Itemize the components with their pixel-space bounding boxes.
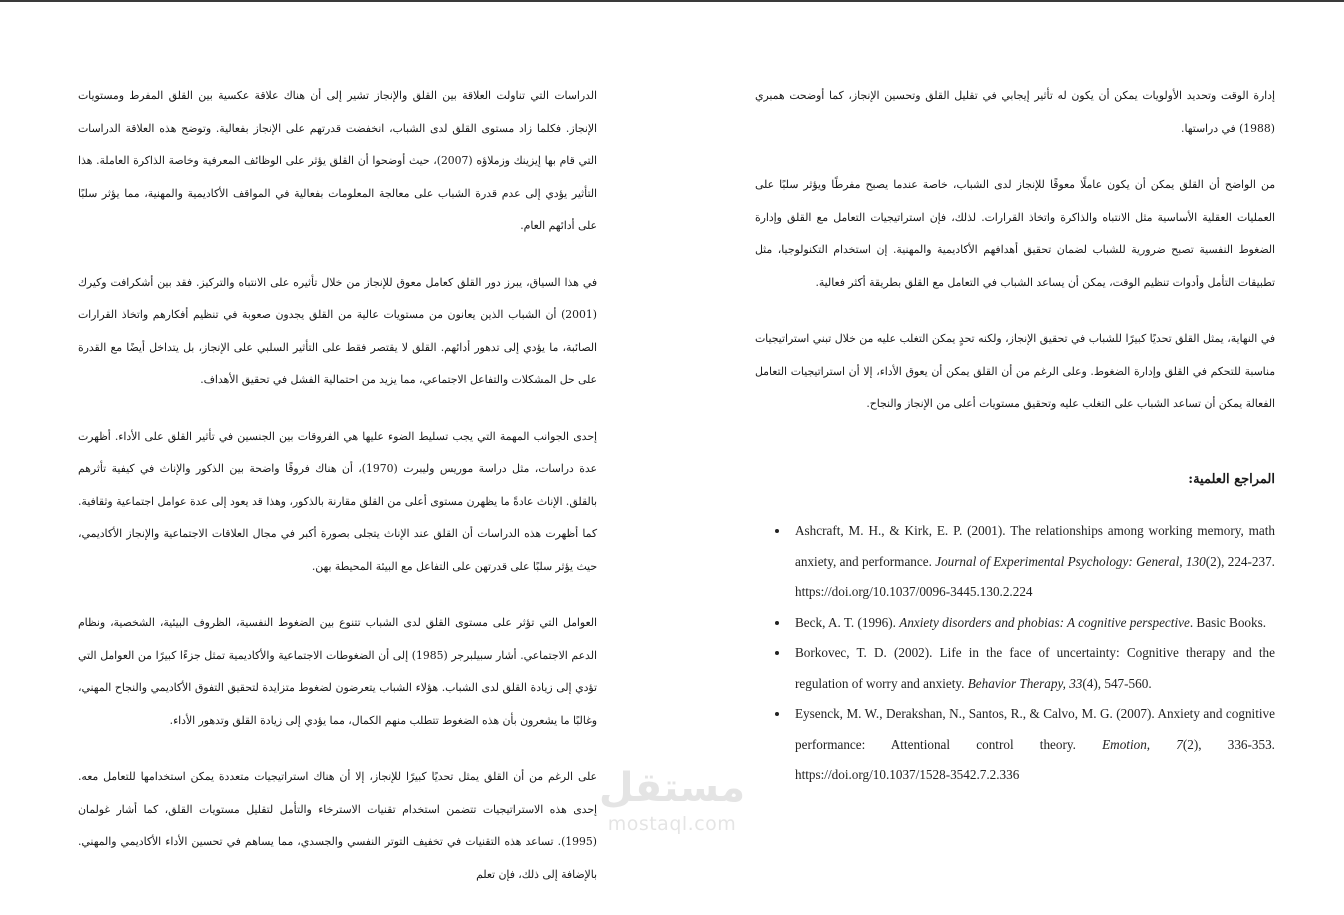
reference-item xyxy=(775,516,1275,608)
reference-text: Ashcraft, M. H., & Kirk, E. P. (2001). The relationships among working memory, math anxiety, and performance. xyxy=(795,523,1275,569)
reference-journal: Anxiety disorders and phobias: A cognitive perspective xyxy=(899,614,1190,630)
reference-text: . Basic Books. xyxy=(1189,614,1267,630)
reference-text: Beck, A. T. (1996). xyxy=(795,614,900,630)
reference-text: Borkovec, T. D. (2002). Life in the face of uncertainty: Cognitive therapy and the regulation of worry and anxiety. xyxy=(795,645,1275,691)
reference-item xyxy=(775,699,1275,791)
bullet-icon xyxy=(775,529,779,533)
bullet-icon xyxy=(775,621,779,625)
left-column xyxy=(78,80,597,915)
paragraph: في النهاية، يمثل القلق تحديًا كبيرًا للشباب في تحقيق الإنجاز، ولكنه تحدٍ يمكن التغلب عليه من خلال تبني استراتيجيات مناسبة للتحكم في القلق وإدارة الضغوط. وعلى الرغم من أن القلق يمكن أن يعوق الأداء، إلا أن استراتيجيات التعامل الفعالة يمكن أن تساعد الشباب على التغلب عليه وتحقيق مستويات أعلى من الإنجاز والنجاح. xyxy=(755,332,1275,410)
paragraph: إحدى الجوانب المهمة التي يجب تسليط الضوء عليها هي الفروقات بين الجنسين في تأثير القلق على الأداء. أظهرت عدة دراسات، مثل دراسة موريس وليبرت (1970)، أن هناك فروقًا واضحة بين الذكور والإناث في كيفية تأثرهم بالقلق. الإناث عادةً ما يظهرن مستوى أعلى من القلق مقارنة بالذكور، وهذا قد يعود إلى عدة عوامل اجتماعية وثقافية. كما أظهرت هذه الدراسات أن القلق عند الإناث يتجلى بصورة أكبر في مجال العلاقات الاجتماعية والإنجاز الأكاديمي، حيث يؤثر سلبًا على قدرتهن على التفاعل مع البيئة المحيطة بهن. xyxy=(78,429,597,573)
reference-text: (4), 547-560. xyxy=(1082,675,1152,691)
paragraph: الدراسات التي تناولت العلاقة بين القلق والإنجاز تشير إلى أن هناك علاقة عكسية بين القلق المفرط ومستويات الإنجاز. فكلما زاد مستوى القلق لدى الشباب، انخفضت قدرتهم على الإنجاز بفعالية. وتوضح هذه العلاقة الدراسات التي قام بها إيزينك وزملاؤه (2007)، حيث أوضحوا أن القلق يؤثر على الوظائف المعرفية وخاصة الذاكرة العاملة. هذا التأثير يؤدي إلى عدم قدرة الشباب على معالجة المعلومات بفعالية في المواقف الأكاديمية والمهنية، مما يؤثر سلبًا على أدائهم العام. xyxy=(78,89,597,232)
bullet-icon xyxy=(775,712,779,716)
paragraph: إدارة الوقت وتحديد الأولويات يمكن أن يكون له تأثير إيجابي في تقليل القلق وتحسين الإنجاز، كما أوضحت همبري (1988) في دراستها. xyxy=(755,89,1275,135)
reference-text: (2), 224-237. https://doi.org/10.1037/0096-3445.130.2.224 xyxy=(795,553,1275,599)
mostaql-watermark xyxy=(588,764,756,846)
paragraph: في هذا السياق، يبرز دور القلق كعامل معوق للإنجاز من خلال تأثيره على الانتباه والتركيز. فقد بين أشكرافت وكيرك (2001) أن الشباب الذين يعانون من مستويات عالية من القلق يجدون صعوبة في تنظيم أفكارهم واتخاذ القرارات الصائبة، ما يؤدي إلى تدهور أدائهم. القلق لا يقتصر فقط على التأثير السلبي على الإنجاز، بل يتداخل أيضًا مع القدرة على حل المشكلات والتفاعل الاجتماعي، مما يزيد من احتمالية الفشل في تحقيق الأهداف. xyxy=(78,275,597,386)
reference-journal: Emotion, 7 xyxy=(1102,736,1183,752)
right-column xyxy=(755,80,1275,445)
reference-text: Eysenck, M. W., Derakshan, N., Santos, R., & Calvo, M. G. (2007). Anxiety and cognitive performance: Attentional control theory. xyxy=(795,706,1275,752)
reference-journal: Journal of Experimental Psychology: General, 130 xyxy=(935,553,1206,569)
paragraph: من الواضح أن القلق يمكن أن يكون عاملًا معوقًا للإنجاز لدى الشباب، خاصة عندما يصبح مفرطًا ويؤثر سلبًا على العمليات العقلية الأساسية مثل الانتباه والذاكرة واتخاذ القرارات. لذلك، فإن استراتيجيات التعامل مع القلق وإدارة الضغوط النفسية تصبح ضرورية للشباب لضمان تحقيق أهدافهم الأكاديمية والمهنية. إن استخدام التكنولوجيا، مثل تطبيقات التأمل وأدوات تنظيم الوقت، يمكن أن يساعد الشباب في التعامل مع القلق بطريقة أكثر فعالية. xyxy=(755,178,1275,289)
top-border-line xyxy=(0,0,1344,2)
watermark-site: mostaql.com xyxy=(607,813,737,835)
references-list xyxy=(775,516,1275,791)
watermark-logo: مستقل xyxy=(598,765,746,811)
reference-item xyxy=(775,608,1275,639)
reference-item xyxy=(775,638,1275,699)
reference-text: (2), 336-353. https://doi.org/10.1037/1528-3542.7.2.336 xyxy=(795,736,1275,782)
reference-journal: Behavior Therapy, 33 xyxy=(967,675,1083,691)
bullet-icon xyxy=(775,651,779,655)
paragraph: العوامل التي تؤثر على مستوى القلق لدى الشباب تتنوع بين الضغوط النفسية، الظروف البيئية، الشخصية، ونظام الدعم الاجتماعي. أشار سبيلبرجر (1985) إلى أن الضغوطات الاجتماعية والأكاديمية تمثل جزءًا كبيرًا من العوامل التي تؤدي إلى زيادة القلق لدى الشباب. هؤلاء الشباب يتعرضون لضغوط متزايدة لتحقيق التفوق الأكاديمي والنجاح المهني، وغالبًا ما يشعرون بأن هذه الضغوط تتطلب منهم الكمال، مما يؤدي إلى زيادة القلق وتدهور الأداء. xyxy=(78,616,597,727)
paragraph: على الرغم من أن القلق يمثل تحديًا كبيرًا للإنجاز، إلا أن هناك استراتيجيات متعددة يمكن استخدامها للتعامل معه. إحدى هذه الاستراتيجيات تتضمن استخدام تقنيات الاسترخاء والتأمل لتقليل مستويات القلق، كما أشار غولمان (1995). تساعد هذه التقنيات في تخفيف التوتر النفسي والجسدي، مما يساهم في تحسين الأداء الأكاديمي والمهني. بالإضافة إلى ذلك، فإن تعلم xyxy=(78,770,597,881)
references-heading: المراجع العلمية: xyxy=(1188,472,1275,487)
